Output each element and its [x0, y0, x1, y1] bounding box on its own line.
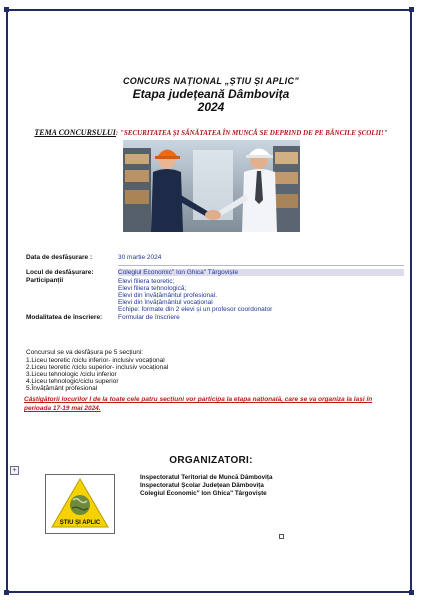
contest-logo	[45, 474, 115, 534]
corner-mark	[4, 590, 9, 595]
handshake-photo	[123, 140, 300, 232]
participant-item: Elevi filiera tehnologică;	[118, 285, 187, 292]
organizer-item: Colegiul Economic" Ion Ghica" Târgoviște	[140, 490, 267, 497]
date-label: Data de desfășurare :	[26, 254, 93, 261]
participants-label: Participanții	[26, 277, 64, 284]
year-title: 2024	[197, 100, 225, 114]
logo-text: ȘTIU ȘI APLIC	[59, 520, 101, 526]
participant-item: Echipe: formate din 2 elevi și un profesor coordonator	[118, 306, 273, 313]
date-value: 30 martie 2024	[118, 254, 162, 261]
location-value: Colegiul Economic" Ion Ghica" Târgoviște	[118, 269, 404, 276]
location-label: Locul de desfășurare:	[26, 269, 94, 276]
handshake-photo-illustration	[123, 140, 300, 232]
contest-theme	[0, 128, 422, 137]
sections-intro: Concursul se va desfășura pe 5 secțiuni:	[26, 349, 144, 356]
participant-item: Elevi filiera teoretic;	[118, 278, 175, 285]
organizer-item: Inspectoratul Școlar Județean Dâmbovița	[140, 482, 264, 489]
contest-title: CONCURS NAȚIONAL „ȘTIU ȘI APLIC”	[122, 76, 300, 86]
participant-item: Elevi din învățământul profesional.	[118, 292, 218, 299]
checkbox-square	[279, 534, 284, 539]
registration-label: Modalitatea de înscriere:	[26, 314, 103, 321]
winners-note: Câștigătorii locurilor I de la toate cele patru secțiuni vor participa la etapa națională, care se va organiza la Iași în perioada 17-19 mai 2024.	[24, 396, 373, 412]
divider	[118, 265, 404, 266]
corner-mark	[4, 7, 9, 12]
theme-text: : "SECURITATEA ȘI SĂNĂTATEA ÎN MUNCĂ SE DEPRIND DE PE BĂNCILE ȘCOLII!"	[115, 129, 388, 137]
section-item: 3.Liceu tehnologic /ciclu inferior	[26, 371, 117, 378]
section-item: 2.Liceu teoretic /ciclu superior- inclusiv vocațional	[26, 364, 169, 371]
corner-mark	[409, 590, 414, 595]
participant-item: Elevi din învățământul vocațional	[118, 299, 213, 306]
corner-mark	[409, 7, 414, 12]
theme-label: TEMA CONCURSULUI	[34, 128, 116, 137]
registration-link[interactable]: Formular de înscriere	[118, 314, 180, 321]
section-item: 1.Liceu teoretic /ciclu inferior- inclusiv vocațional	[26, 357, 165, 364]
organizer-item: Inspectoratul Teritorial de Muncă Dâmbovița	[140, 474, 273, 481]
organizers-title: ORGANIZATORI:	[169, 455, 253, 466]
logo-triangle-globe-icon	[46, 475, 114, 533]
stage-title: Etapa județeană Dâmbovița	[132, 87, 290, 101]
section-item: 4.Liceu tehnologic/ciclu superior	[26, 378, 119, 385]
table-move-handle-icon[interactable]: +	[10, 466, 19, 475]
section-item: 5.Învățământ profesional	[26, 385, 98, 392]
